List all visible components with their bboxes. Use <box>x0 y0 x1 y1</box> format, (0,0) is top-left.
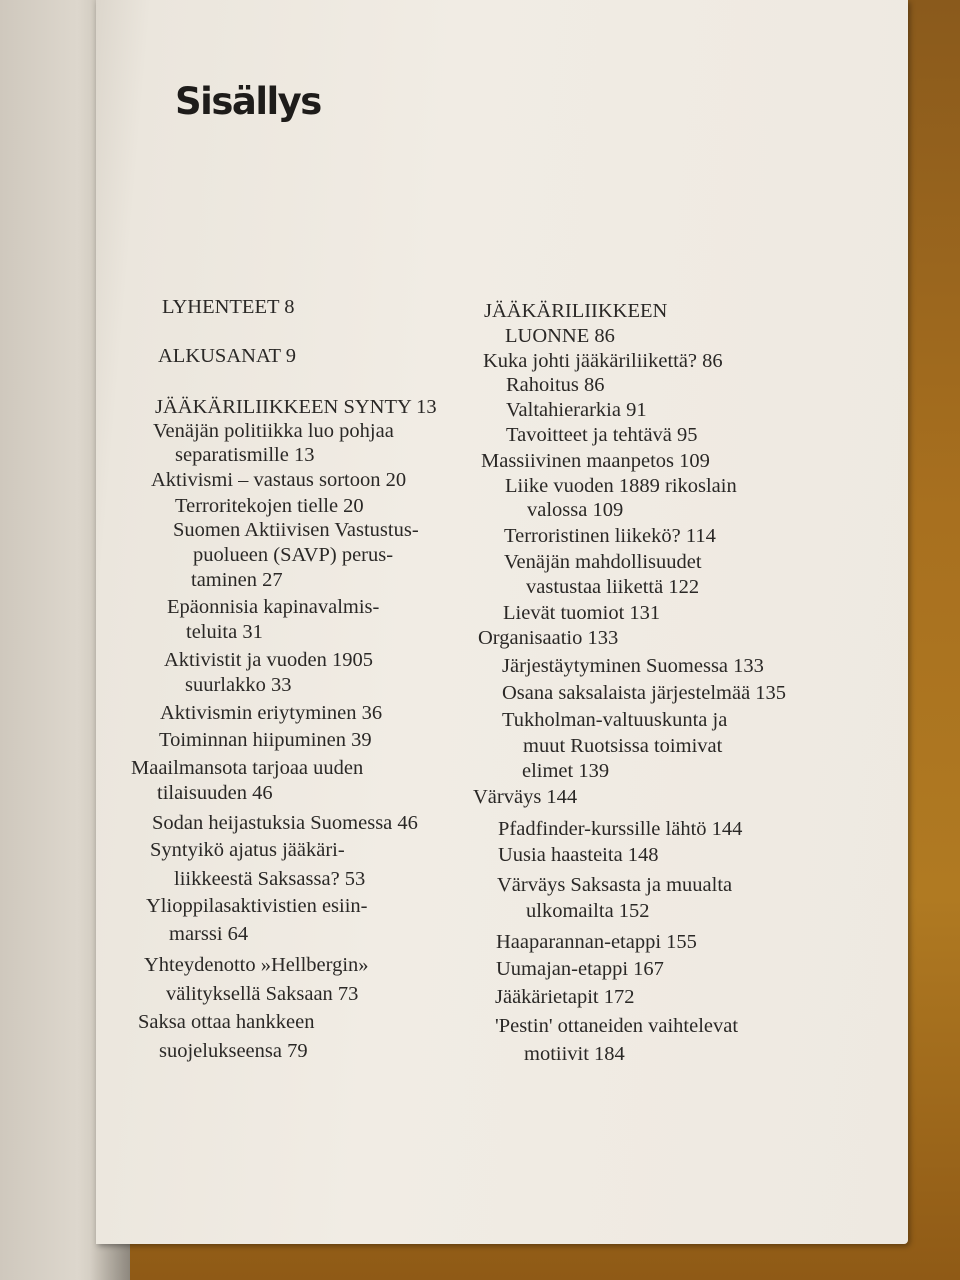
toc-entry: Rahoitus 86 <box>506 374 605 396</box>
toc-entry: muut Ruotsissa toimivat <box>523 735 723 757</box>
toc-entry: Tavoitteet ja tehtävä 95 <box>506 424 698 446</box>
toc-entry: Saksa ottaa hankkeen <box>138 1011 315 1033</box>
toc-entry: Aktivismin eriytyminen 36 <box>160 702 383 724</box>
toc-entry: Epäonnisia kapinavalmis- <box>167 596 380 618</box>
toc-entry: Aktivismi – vastaus sortoon 20 <box>151 469 407 491</box>
toc-entry: Osana saksalaista järjestelmää 135 <box>502 682 787 704</box>
toc-entry: Venäjän politiikka luo pohjaa <box>153 420 394 442</box>
toc-entry: puolueen (SAVP) perus- <box>193 544 394 566</box>
toc-entry: Ylioppilasaktivistien esiin- <box>146 895 368 917</box>
toc-entry: Venäjän mahdollisuudet <box>504 551 702 573</box>
toc-entry: 'Pestin' ottaneiden vaihtelevat <box>495 1015 739 1037</box>
toc-entry: Kuka johti jääkäriliikettä? 86 <box>483 350 723 372</box>
toc-entry: Syntyikö ajatus jääkäri- <box>150 839 345 861</box>
toc-entry: separatismille 13 <box>175 444 315 466</box>
page-title: Sisällys <box>175 80 321 123</box>
toc-entry: Haaparannan-etappi 155 <box>496 931 697 953</box>
toc-entry: marssi 64 <box>169 923 249 945</box>
toc-entry: Värväys Saksasta ja muualta <box>497 874 733 896</box>
toc-entry: Värväys 144 <box>473 786 578 808</box>
toc-entry: Uumajan-etappi 167 <box>496 958 664 980</box>
toc-entry: liikkeestä Saksassa? 53 <box>174 868 366 890</box>
toc-entry: teluita 31 <box>186 621 263 643</box>
toc-entry: Aktivistit ja vuoden 1905 <box>164 649 373 671</box>
toc-entry: LYHENTEET 8 <box>162 296 295 318</box>
toc-entry: suojelukseensa 79 <box>159 1040 308 1062</box>
toc-entry: Lievät tuomiot 131 <box>503 602 661 624</box>
toc-entry: Liike vuoden 1889 rikoslain <box>505 475 737 497</box>
toc-entry: LUONNE 86 <box>505 325 615 347</box>
toc-entry: Järjestäytyminen Suomessa 133 <box>502 655 764 677</box>
toc-entry: Suomen Aktiivisen Vastustus- <box>173 519 419 541</box>
toc-entry: Toiminnan hiipuminen 39 <box>159 729 372 751</box>
toc-entry: valossa 109 <box>527 499 624 521</box>
toc-entry: Terroritekojen tielle 20 <box>175 495 364 517</box>
toc-entry: JÄÄKÄRILIIKKEEN <box>484 300 668 322</box>
toc-entry: JÄÄKÄRILIIKKEEN SYNTY 13 <box>155 396 437 418</box>
toc-entry: Valtahierarkia 91 <box>506 399 647 421</box>
toc-entry: Massiivinen maanpetos 109 <box>481 450 710 472</box>
toc-entry: Yhteydenotto »Hellbergin» <box>144 954 369 976</box>
toc-entry: elimet 139 <box>522 760 610 782</box>
toc-entry: vastustaa liikettä 122 <box>526 576 700 598</box>
toc-entry: Tukholman-valtuuskunta ja <box>502 709 728 731</box>
toc-entry: Organisaatio 133 <box>478 627 619 649</box>
toc-entry: motiivit 184 <box>524 1043 625 1065</box>
toc-entry: tilaisuuden 46 <box>157 782 273 804</box>
toc-entry: Jääkärietapit 172 <box>495 986 635 1008</box>
toc-entry: taminen 27 <box>191 569 283 591</box>
toc-entry: Sodan heijastuksia Suomessa 46 <box>152 812 418 834</box>
toc-entry: Uusia haasteita 148 <box>498 844 659 866</box>
toc-entry: Maailmansota tarjoaa uuden <box>131 757 364 779</box>
toc-entry: ALKUSANAT 9 <box>158 345 297 367</box>
toc-entry: ulkomailta 152 <box>526 900 650 922</box>
toc-entry: Pfadfinder-kurssille lähtö 144 <box>498 818 743 840</box>
toc-entry: suurlakko 33 <box>185 674 292 696</box>
toc-entry: välityksellä Saksaan 73 <box>166 983 359 1005</box>
toc-entry: Terroristinen liikekö? 114 <box>504 525 716 547</box>
